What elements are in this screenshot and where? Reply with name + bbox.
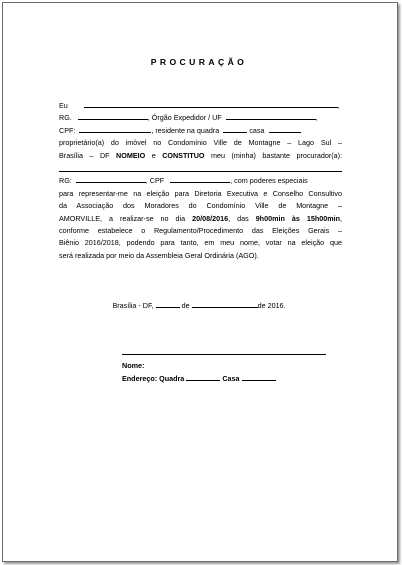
line-cpf (59, 125, 342, 137)
line-election-date (59, 213, 342, 225)
document-title: PROCURAÇÃO (150, 57, 248, 67)
text: de (179, 301, 192, 310)
blank-name[interactable] (84, 100, 338, 108)
text-constituo: CONSTITUO (162, 150, 205, 160)
blank-month[interactable] (192, 300, 258, 308)
election-time: 9h00min às 15h00min (255, 213, 340, 223)
blank-attorney-name[interactable] (59, 162, 342, 172)
blank-cpf[interactable] (79, 125, 151, 133)
text: de 2016. (257, 301, 286, 310)
line-assembly: será realizada por meio da Assembleia Geral Ordinária (AGO). (59, 250, 259, 260)
election-date: 20/08/2016 (192, 213, 229, 223)
blank-sig-quadra[interactable] (186, 373, 220, 381)
text: Brasília - DF, (112, 301, 156, 310)
label-rg: RG. (59, 113, 72, 123)
label-cpf: CPF: (59, 125, 76, 135)
comma: , (337, 101, 340, 110)
line-represent: para representar-me na eleição para Diretoria Executiva e Conselho Consultivo (59, 188, 342, 198)
blank-orgao[interactable] (226, 112, 318, 123)
label-nome: Nome: (122, 361, 145, 370)
line-attorney-docs (59, 175, 342, 187)
name-field (122, 360, 276, 373)
text: , das (228, 213, 256, 223)
text: , com poderes especiais (230, 176, 308, 186)
blank-quadra[interactable] (223, 125, 247, 133)
blank-casa[interactable] (269, 125, 301, 133)
line-appointment (59, 150, 342, 162)
label-orgao: , Órgão Expedidor / UF (147, 113, 222, 123)
line-property: proprietário(a) do imóvel no Condomínio Ville de Montagne – Lago Sul – (59, 138, 342, 148)
blank-rg[interactable] (78, 112, 148, 120)
signature-fields (122, 360, 276, 386)
document-body (59, 100, 342, 262)
comma: , (315, 113, 318, 123)
text: AMORVILLE, a realizar-se no dia (59, 213, 193, 223)
date-line (0, 300, 398, 310)
text: e (145, 150, 163, 160)
line-association: da Associação dos Moradores do Condomínio Ville de Montagne – (59, 201, 342, 211)
text: meu (minha) bastante procurador(a): (204, 150, 342, 160)
label-cpf: , CPF (145, 176, 165, 186)
blank-day[interactable] (156, 300, 180, 308)
line-biennium: Biênio 2016/2018, podendo para tanto, em meu nome, votar na eleição que (59, 238, 342, 248)
blank-attorney-rg[interactable] (76, 175, 146, 183)
blank-sig-casa[interactable] (242, 373, 276, 381)
label-quadra: , residente na quadra (151, 125, 220, 135)
label-eu: Eu (59, 101, 68, 110)
blank-attorney-cpf[interactable] (170, 175, 230, 183)
line-grantor-name (59, 100, 342, 112)
label-casa: Casa (222, 373, 240, 383)
text-nomeio: NOMEIO (116, 150, 146, 160)
text: Brasília – DF (59, 150, 117, 160)
document-page (2, 2, 398, 562)
signature-line[interactable] (122, 354, 326, 355)
label-endereco-quadra: Endereço: Quadra (122, 373, 185, 383)
line-regulation: conforme estabelece o Regulamento/Procedimento das Eleições Gerais – (59, 226, 342, 236)
text: , (340, 213, 342, 223)
address-field (122, 373, 276, 386)
label-rg: RG: (59, 176, 72, 186)
label-casa: casa (249, 125, 265, 135)
line-rg (59, 112, 342, 124)
